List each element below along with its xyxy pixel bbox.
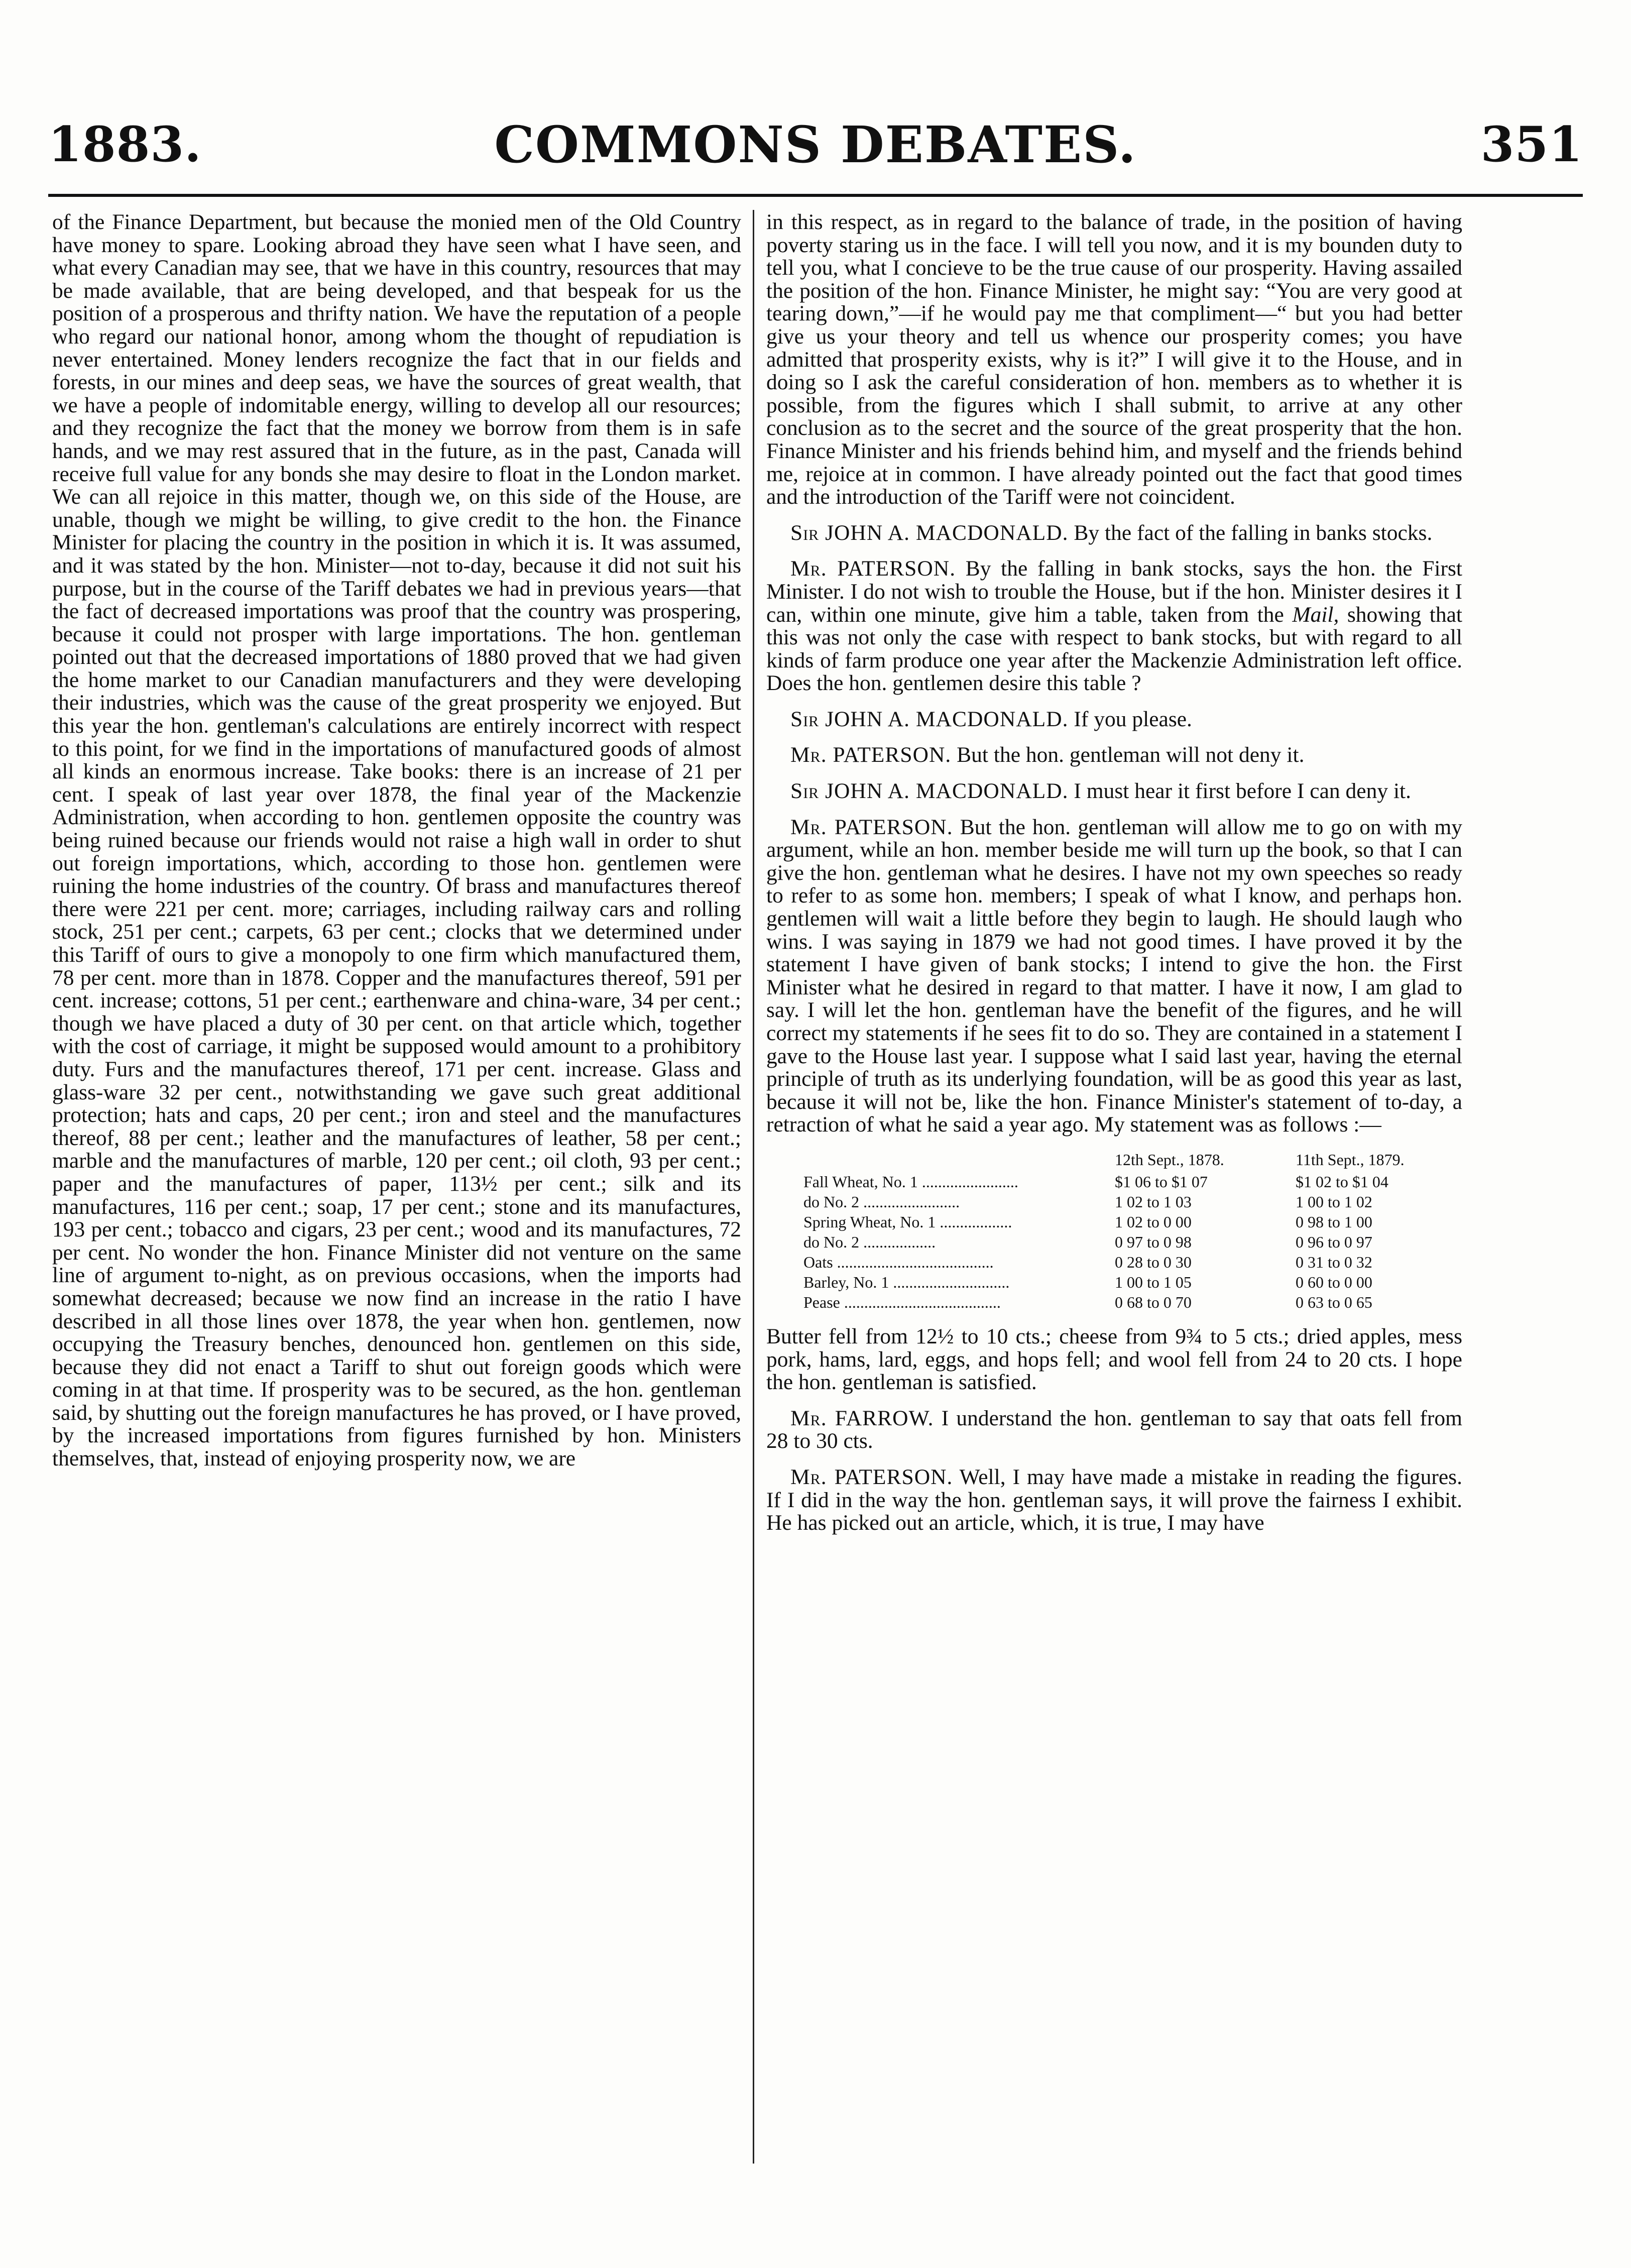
speech-paterson-2 [766,744,1462,767]
speaker-name: Mr. PATERSON. [790,815,953,839]
speech-text: By the fact of the falling in banks stocks. [1074,520,1433,545]
right-column [766,211,1462,1535]
table-row [803,1252,1446,1272]
table-row [803,1212,1446,1232]
speech-paterson-4 [766,1466,1462,1535]
table-cell: $1 06 to $1 07 [1115,1172,1208,1191]
table-cell: do No. 2 ........................ [803,1192,960,1211]
table-cell: Barley, No. 1 ............................. [803,1273,1010,1291]
speech-macdonald-2 [766,708,1462,731]
header-rule [48,194,1583,197]
speech-macdonald-3 [766,780,1462,803]
column-divider [753,210,754,2164]
speaker-name: Mr. FARROW. [790,1406,934,1430]
page-header [48,115,1583,175]
table-row [803,1292,1446,1312]
speaker-name: Sir JOHN A. MACDONALD. [790,707,1069,731]
table-cell: do No. 2 .................. [803,1232,936,1251]
header-year: 1883. [48,116,202,173]
table-cell: 0 31 to 0 32 [1296,1253,1372,1271]
table-cell: 0 68 to 0 70 [1115,1293,1192,1311]
table-cell: 0 98 to 1 00 [1296,1212,1372,1231]
speech-text: I must hear it first before I can deny it. [1074,779,1411,804]
table-row [803,1272,1446,1292]
speech-farrow [766,1407,1462,1453]
column-header: 12th Sept., 1878. [1115,1150,1224,1169]
speech-text: If you please. [1074,707,1192,731]
left-column [52,211,741,1470]
speech-text: showing that this was not only the case with respect to bank stocks, but with regard to all kinds of farm produce one year after the Mackenzie Administration left office. Does the hon. gentlemen desire this table ? [766,602,1463,696]
table-row [803,1192,1446,1212]
table-header-row [803,1150,1446,1172]
speech-text: Well, I may have made a mistake in reading the figures. If I did in the way the hon. gentleman says, it will prove the fairness I exhibit. He has picked out an article, which, it is true, I may have [766,1464,1462,1535]
price-table [803,1150,1446,1312]
paragraph: Butter fell from 12½ to 10 cts.; cheese from 9¾ to 5 cts.; dried apples, mess pork, hams, lard, eggs, and hops fell; and wool fell from 24 to 20 cts. I hope the hon. gentleman is satisfied. [766,1324,1462,1395]
table-cell: 1 02 to 0 00 [1115,1212,1192,1231]
table-cell: Oats ....................................... [803,1253,994,1271]
table-cell: Spring Wheat, No. 1 .................. [803,1212,1012,1231]
table-cell: 1 02 to 1 03 [1115,1192,1192,1211]
table-cell: 0 97 to 0 98 [1115,1232,1192,1251]
table-cell: 0 63 to 0 65 [1296,1293,1372,1311]
page-number: 351 [1480,116,1583,173]
table-cell: 1 00 to 1 02 [1296,1192,1372,1211]
speech-text: By the falling in bank stocks, says the hon. the First Minister. I do not wish to trouble the House, but if the hon. Minister desires it I can, within one minute, give him a table, taken from the [766,556,1462,627]
speaker-name: Mr. PATERSON. [790,1464,953,1489]
paragraph: of the Finance Department, but because the monied men of the Old Country have money to spare. Looking abroad they have seen what I have seen, and what every Canadian may see, that we have in this country, resources that may be made available, that are being developed, and that bespeak for us the position of a prosperous and thrifty nation. We have the reputation of a people who regard our national honor, among whom the thought of repudiation is never entertained. Money lenders recognize the fact that in our fields and forests, in our mines and deep seas, we have the sources of great wealth, that we have a people of indomitable energy, willing to develop all our resources; and they recognize the fact that the money we borrow from them is in safe hands, and we may rest assured that in the future, as in the past, Canada will receive full value for any bonds she may desire to float in the London market. We can all rejoice in this matter, though we, on this side of the House, are unable, though we might be willing, to give credit to the hon. the Finance Minister for placing the country in the position in which it is. It was assumed, and it was stated by the hon. Minister—not to-day, because it did not suit his purpose, but in the course of the Tariff debates we had in previous years—that the fact of decreased importations was proof that the country was prospering, because it could not prosper with large importations. The hon. gentleman pointed out that the decreased importations of 1880 proved that we had given the home market to our Canadian manufacturers and they were developing their industries, which was the cause of the great prosperity we enjoyed. But this year the hon. gentleman's calculations are entirely incorrect with respect to this point, for we find in the importations of manufactured goods of almost all kinds an enormous increase. Take books: there is an increase of 21 per cent. I speak of last year over 1878, the final year of the Mackenzie Administration, when according to hon. gentlemen opposite the country was being ruined because our friends would not raise a high wall in order to shut out foreign importations, which, according to those hon. gentlemen were ruining the home industries of the country. Of brass and manufactures thereof there were 221 per cent. more; carriages, including railway cars and rolling stock, 251 per cent.; carpets, 63 per cent.; clocks that we determined under this Tariff of ours to give a monopoly to one firm which manufactured them, 78 per cent. more than in 1878. Copper and the manufactures thereof, 591 per cent. increase; cottons, 51 per cent.; earthenware and china-ware, 34 per cent.; though we have placed a duty of 30 per cent. on that article which, together with the cost of carriage, it might be supposed would amount to a prohibitory duty. Furs and the manufactures thereof, 171 per cent. increase. Glass and glass-ware 32 per cent., notwithstanding we gave such great additional protection; hats and caps, 20 per cent.; iron and steel and the manufactures thereof, 88 per cent.; leather and the manufactures of leather, 58 per cent.; marble and the manufactures of marble, 120 per cent.; oil cloth, 93 per cent.; paper and the manufactures of paper, 113½ per cent.; silk and its manufactures, 116 per cent.; soap, 17 per cent.; stone and its manufactures, 193 per cent.; tobacco and cigars, 23 per cent.; wood and its manufactures, 72 per cent. No wonder the hon. Finance Minister did not venture on the same line of argument to-night, as on previous occasions, when the imports had somewhat decreased; because we now find an increase in the ratio I have described in all those lines over 1878, the year when hon. gentlemen, now occupying the Treasury benches, denounced hon. gentlemen on this side, because they did not enact a Tariff to shut out foreign goods which were coming in at that time. If prosperity was to be secured, as the hon. gentleman said, by shutting out the foreign manufactures he has proved, or I have proved, by the increased importations from figures furnished by hon. Ministers themselves, that, instead of enjoying prosperity now, we are [52,210,741,1471]
table-cell: $1 02 to $1 04 [1296,1172,1388,1191]
table-cell: 0 96 to 0 97 [1296,1232,1372,1251]
speaker-name: Mr. PATERSON. [790,743,952,767]
speech-macdonald-1 [766,522,1462,545]
speech-text: I understand the hon. gentleman to say that oats fell from 28 to 30 cts. [766,1406,1462,1453]
table-cell: 0 60 to 0 00 [1296,1273,1372,1291]
column-header: 11th Sept., 1879. [1296,1150,1405,1169]
table-cell: 0 28 to 0 30 [1115,1253,1192,1271]
speaker-name: Sir JOHN A. MACDONALD. [790,520,1069,545]
speech-paterson-1 [766,557,1462,695]
column-header [803,1150,1115,1172]
newspaper-title: Mail, [1292,602,1339,627]
table-row [803,1172,1446,1192]
speaker-name: Sir JOHN A. MACDONALD. [790,779,1069,804]
speech-paterson-3 [766,816,1462,1137]
publication-title: COMMONS DEBATES. [494,115,1137,174]
speaker-name: Mr. PATERSON. [790,556,956,581]
speech-text: But the hon. gentleman will allow me to go on with my argument, while an hon. member beside me will turn up the book, so that I can give the hon. gentleman what he desires. I have not my own speeches so ready to refer to as some hon. members; I speak of what I know, and perhaps hon. gentlemen will wait a little before they begin to laugh. He should laugh who wins. I was saying in 1879 we had not good times. I have proved it by the statement I have given of bank stocks; I intend to give the hon. the First Minister what he desired in regard to that matter. I have it now, I am glad to say. I will let the hon. gentleman have the benefit of the figures, and he will correct my statements if he sees fit to do so. They are contained in a statement I gave to the House last year. I suppose what I said last year, having the eternal principle of truth as its underlying foundation, will be as good this year as last, because it will not be, like the hon. Finance Minister's statement of to-day, a retraction of what he said a year ago. My statement was as follows :— [766,815,1463,1137]
speech-text: But the hon. gentleman will not deny it. [957,743,1305,767]
table-cell: Pease ....................................... [803,1293,1001,1311]
table-cell: Fall Wheat, No. 1 ........................ [803,1172,1018,1191]
paragraph: in this respect, as in regard to the balance of trade, in the position of having poverty staring us in the face. I will tell you now, and it is my bounden duty to tell you, what I concieve to be the true cause of our prosperity. Having assailed the position of the hon. Finance Minister, he might say: “You are very good at tearing down,”—if he would pay me that compliment—“ but you had better give us your theory and tell us whence our prosperity comes; you have admitted that prosperity exists, why is it?” I will give it to the House, and in doing so I ask the careful consideration of hon. members as to whether it is possible, from the figures which I shall submit, to arrive at any other conclusion as to the secret and the source of the great prosperity that the hon. Finance Minister and his friends behind him, and myself and the friends behind me, rejoice at in common. I have already pointed out the fact that good times and the introduction of the Tariff were not coincident. [766,210,1462,509]
table-row [803,1232,1446,1252]
table-cell: 1 00 to 1 05 [1115,1273,1192,1291]
